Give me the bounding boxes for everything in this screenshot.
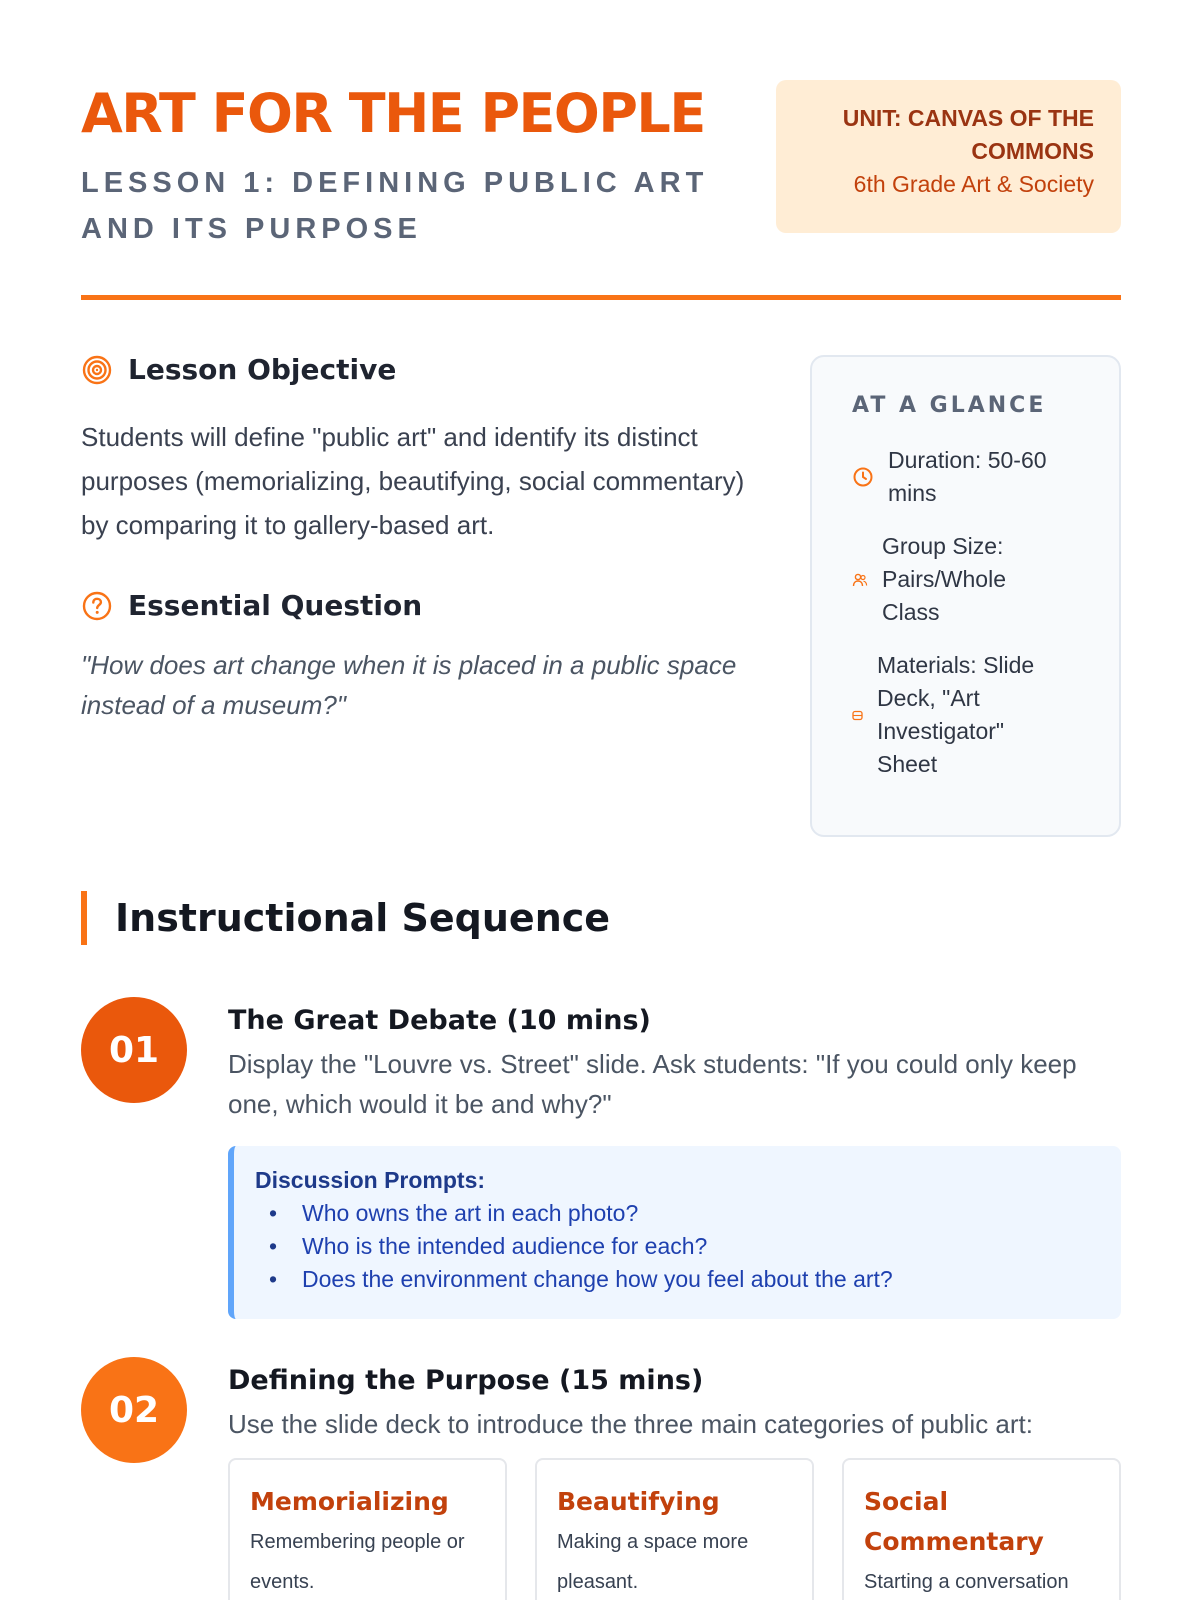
essential-question-text: "How does art change when it is placed in a public space instead of a museum?" [81, 650, 737, 720]
step-title: Defining the Purpose (15 mins) [228, 1365, 704, 1396]
step-number-badge: 02 [81, 1357, 187, 1463]
step-number-badge: 01 [81, 997, 187, 1103]
question-circle-icon [81, 590, 113, 622]
category-card-title: Beautifying [557, 1487, 720, 1516]
discussion-prompts-title: Discussion Prompts: [255, 1167, 486, 1193]
lesson-subtitle: LESSON 1: DEFINING PUBLIC ART AND ITS PURPOSE [81, 167, 709, 245]
at-a-glance-panel [810, 355, 1121, 837]
materials-icon [852, 710, 863, 721]
glance-item-group-size [852, 530, 1089, 629]
unit-course: 6th Grade Art & Society [853, 171, 1094, 197]
category-card-social-commentary [842, 1458, 1121, 1600]
unit-label: UNIT: CANVAS OF THE COMMONS [842, 105, 1094, 164]
glance-item-duration [852, 444, 1089, 510]
unit-card [776, 80, 1121, 233]
step-title: The Great Debate (10 mins) [228, 1005, 651, 1036]
target-icon [81, 354, 113, 386]
glance-duration-text: Duration: 50-60 mins [888, 447, 1047, 506]
category-card-description: Remembering people or events. [250, 1531, 465, 1593]
category-card-memorializing [228, 1458, 507, 1600]
clock-icon [852, 466, 874, 488]
category-card-title: Social Commentary [864, 1487, 1044, 1556]
discussion-prompts-box [228, 1146, 1121, 1319]
objective-text: Students will define "public art" and identify its distinct purposes (memorializing, beautifying, social commentary) by comparing it to gallery-based art. [81, 422, 745, 540]
users-icon [852, 572, 868, 588]
glance-group-size-text: Group Size: Pairs/Whole Class [882, 533, 1006, 625]
discussion-prompts-list [255, 1197, 1101, 1296]
glance-item-materials [852, 649, 1089, 781]
sequence-heading: Instructional Sequence [115, 896, 611, 940]
objective-heading: Lesson Objective [128, 353, 397, 386]
category-card-description: Making a space more pleasant. [557, 1531, 749, 1593]
glance-materials-text: Materials: Slide Deck, "Art Investigator" Sheet [877, 652, 1035, 777]
list-item: • Who is the intended audience for each? [255, 1230, 1101, 1263]
category-card-beautifying [535, 1458, 814, 1600]
glance-title: AT A GLANCE [852, 393, 1047, 418]
step-description: Display the "Louvre vs. Street" slide. Ask students: "If you could only keep one, which would it be and why?" [228, 1049, 1077, 1119]
header-divider [81, 295, 1121, 300]
lesson-plan-page [81, 0, 1121, 1600]
question-heading: Essential Question [128, 589, 423, 622]
category-card-title: Memorializing [250, 1487, 449, 1516]
objective-heading-row [81, 353, 396, 386]
step-description: Use the slide deck to introduce the three main categories of public art: [228, 1409, 1033, 1439]
page-title: ART FOR THE PEOPLE [81, 82, 705, 145]
sequence-accent-bar [81, 891, 87, 945]
question-heading-row [81, 589, 422, 622]
list-item: • Does the environment change how you feel about the art? [255, 1263, 1101, 1296]
list-item: • Who owns the art in each photo? [255, 1197, 1101, 1230]
category-card-description: Starting a conversation [864, 1571, 1069, 1593]
purpose-category-cards [228, 1458, 1121, 1600]
